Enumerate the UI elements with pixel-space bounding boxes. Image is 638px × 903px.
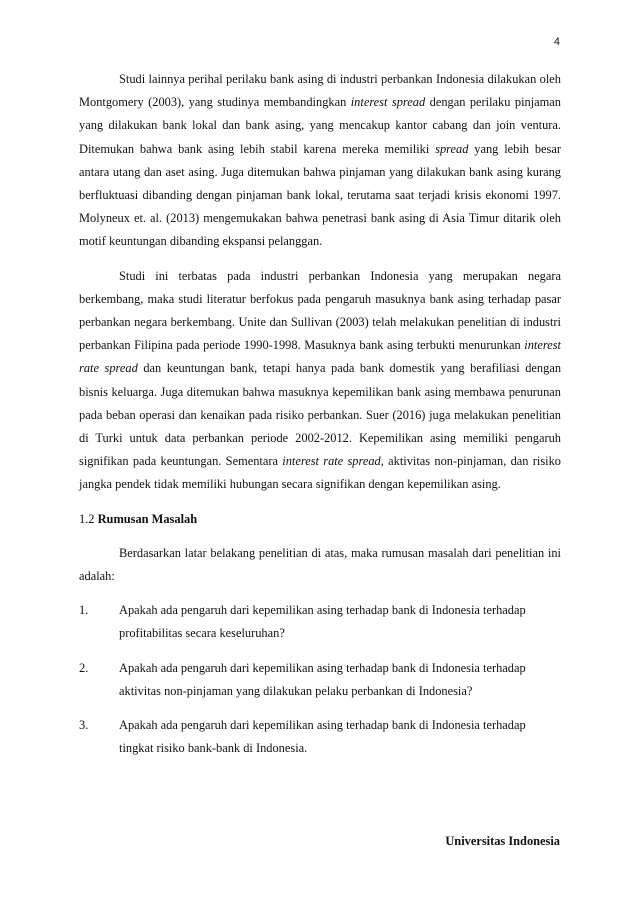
document-body [79,68,561,771]
italic-term: interest rate spread [79,338,561,376]
italic-term: interest rate spread [282,454,381,469]
text-run: Studi ini terbatas pada industri perbankan Indonesia yang merupakan negara berkembang, maka studi literatur berfokus pada pengaruh masuknya bank asing terhadap pasar perbankan negara berkembang. Unite dan Sullivan (2003) telah melakukan penelitian di industri perbankan Filipina pada periode 1990-1998. Masuknya bank asing terbukti menurunkan [79,268,561,353]
list-number: 3. [79,718,89,733]
footer-university: Universitas Indonesia [445,834,560,848]
list-item [79,657,561,703]
list-text: Apakah ada pengaruh dari kepemilikan asing terhadap bank di Indonesia terhadap profitabilitas secara keseluruhan? [119,603,526,641]
text-run: , aktivitas non-pinjaman, dan risiko jangka pendek tidak memiliki hubungan secara signifikan dengan kepemilikan asing. [79,454,561,492]
text-run: yang lebih besar antara utang dan aset asing. Juga ditemukan bahwa pinjaman yang dilakukan bank asing kurang berfluktuasi dibanding dengan pinjaman bank lokal, terutama saat terjadi krisis ekonomi 1997. Molyneux et. al. (2013) mengemukakan bahwa penetrasi bank asing di Asia Timur ditarik oleh motif keuntungan dibanding ekspansi pelanggan. [79,141,561,249]
text-run: Studi lainnya perihal perilaku bank asing di industri perbankan Indonesia dilakukan oleh Montgomery (2003), yang studinya membandingkan [79,72,561,110]
section-heading [79,508,561,531]
paragraph-montgomery [79,68,561,254]
text-run: dan keuntungan bank, tetapi hanya pada bank domestik yang berafiliasi dengan bisnis keluarga. Juga ditemukan bahwa masuknya kepemilikan bank asing membawa penurunan pada beban operasi dan kenaikan pada risiko perbankan. Suer (2016) juga melakukan penelitian di Turki untuk data perbankan periode 2002-2012. Kepemilikan asing memiliki pengaruh signifikan pada keuntungan. Sementara [79,361,562,469]
list-item [79,714,561,760]
paragraph-scope [79,265,561,497]
italic-term: spread [435,141,469,156]
list-number: 1. [79,603,89,618]
list-item [79,599,561,645]
section-intro: Berdasarkan latar belakang penelitian di atas, maka rumusan masalah dari penelitian ini adalah: [79,545,561,584]
list-number: 2. [79,660,89,675]
text-run: dengan perilaku pinjaman yang dilakukan bank lokal dan bank asing, yang mencakup kantor cabang dan join ventura. Ditemukan bahwa bank asing lebih stabil karena mereka memiliki [79,95,562,156]
italic-term: interest spread [350,95,426,110]
section-title: Rumusan Masalah [97,511,198,526]
section-number: 1.2 [79,511,95,526]
research-questions-list [79,599,561,760]
list-text: Apakah ada pengaruh dari kepemilikan asing terhadap bank di Indonesia terhadap aktivitas non-pinjaman yang dilakukan pelaku perbankan di Indonesia? [119,660,526,698]
page-number: 4 [553,36,560,48]
list-text: Apakah ada pengaruh dari kepemilikan asing terhadap bank di Indonesia terhadap tingkat risiko bank-bank di Indonesia. [119,718,526,756]
